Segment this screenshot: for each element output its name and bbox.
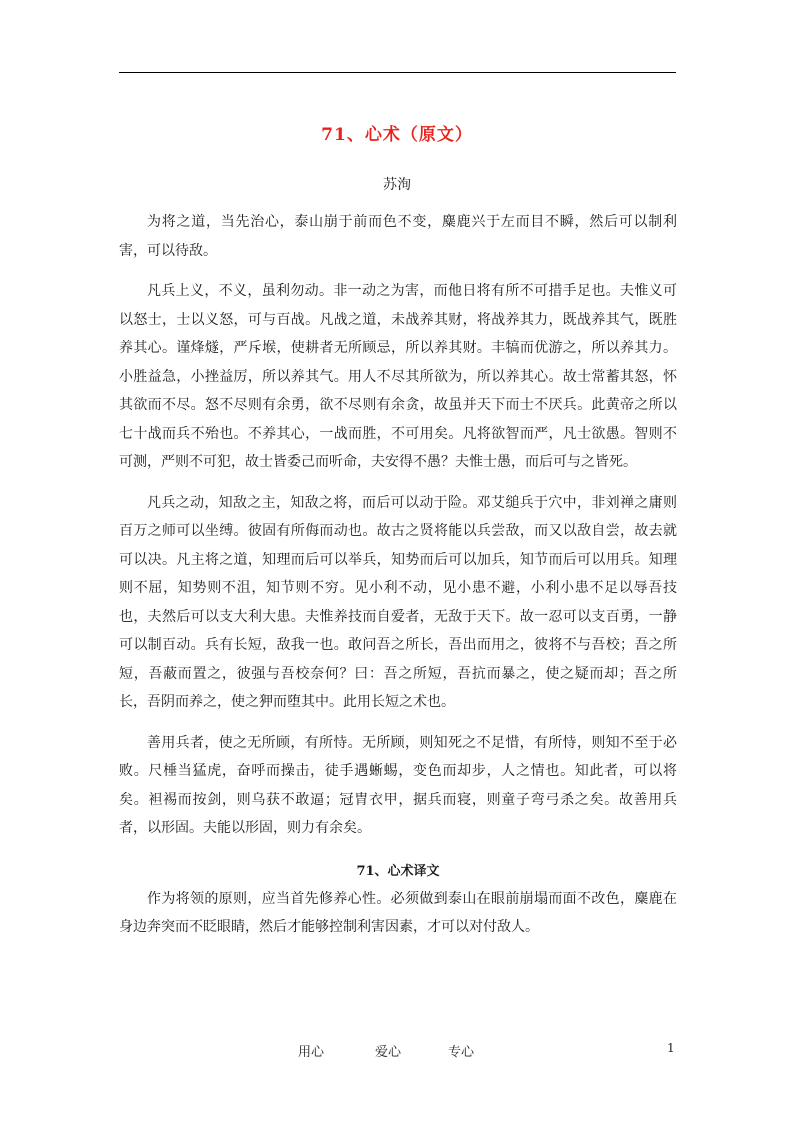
footer-item-1: 用心 xyxy=(298,1045,325,1060)
document-body xyxy=(119,208,677,954)
paragraph-4: 善用兵者，使之无所顾，有所恃。无所顾，则知死之不足惜，有所恃，则知不至于必败。尺棰当猛虎，奋呼而操击，徒手遇蜥蜴，变色而却步，人之情也。知此者，可以将矣。袒裼而按剑，则乌获不敢逼；冠胄衣甲，据兵而寝，则童子弯弓杀之矣。故善用兵者，以形固。夫能以形固，则力有余矣。 xyxy=(119,734,677,836)
footer-item-2: 爱心 xyxy=(375,1045,402,1060)
document-title: 71、心术（原文） xyxy=(321,125,473,145)
header-rule xyxy=(119,72,676,73)
paragraph-3: 凡兵之动，知敌之主，知敌之将，而后可以动于险。邓艾缒兵于穴中，非刘禅之庸则百万之师可以坐缚。彼固有所侮而动也。故古之贤将能以兵尝敌，而又以敌自尝，故去就可以决。凡主将之道，知理而后可以举兵，知势而后可以加兵，知节而后可以用兵。知理则不屈，知势则不沮，知节则不穷。见小利不动，见小患不避，小利小患不足以辱吾技也，夫然后可以支大利大患。夫惟养技而自爱者，无敌于天下。故一忍可以支百勇，一静可以制百动。兵有长短，敌我一也。敢问吾之所长，吾出而用之，彼将不与吾校；吾之所短，吾蔽而置之，彼强与吾校奈何？曰：吾之所短，吾抗而暴之，使之疑而却；吾之所长，吾阴而养之，使之狎而堕其中。此用长短之术也。 xyxy=(119,494,677,710)
translation-paragraph-1: 作为将领的原则，应当首先修养心性。必须做到泰山在眼前崩塌而面不改色，麋鹿在身边奔突而不眨眼睛，然后才能够控制利害因素，才可以对付敌人。 xyxy=(119,890,677,935)
page-number: 1 xyxy=(667,1041,675,1055)
paragraph-1: 为将之道，当先治心，泰山崩于前而色不变，麋鹿兴于左而目不瞬，然后可以制利害，可以待敌。 xyxy=(119,214,677,259)
footer-item-3: 专心 xyxy=(448,1045,475,1060)
page-footer xyxy=(0,1041,794,1061)
paragraph-2: 凡兵上义，不义，虽利勿动。非一动之为害，而他日将有所不可措手足也。夫惟义可以怒士，士以义怒，可与百战。凡战之道，未战养其财，将战养其力，既战养其气，既胜养其心。谨烽燧，严斥堠，使耕者无所顾忌，所以养其财。丰犒而优游之，所以养其力。小胜益急，小挫益厉，所以养其气。用人不尽其所欲为，所以养其心。故士常蓄其怒，怀其欲而不尽。怒不尽则有余勇，欲不尽则有余贪，故虽并天下而士不厌兵。此黄帝之所以七十战而兵不殆也。不养其心，一战而胜，不可用矣。凡将欲智而严，凡士欲愚。智则不可测，严则不可犯，故士皆委己而听命，夫安得不愚？夫惟士愚，而后可与之皆死。 xyxy=(119,283,677,470)
translation-title: 71、心术译文 xyxy=(356,863,440,879)
author-name: 苏洵 xyxy=(383,177,411,193)
